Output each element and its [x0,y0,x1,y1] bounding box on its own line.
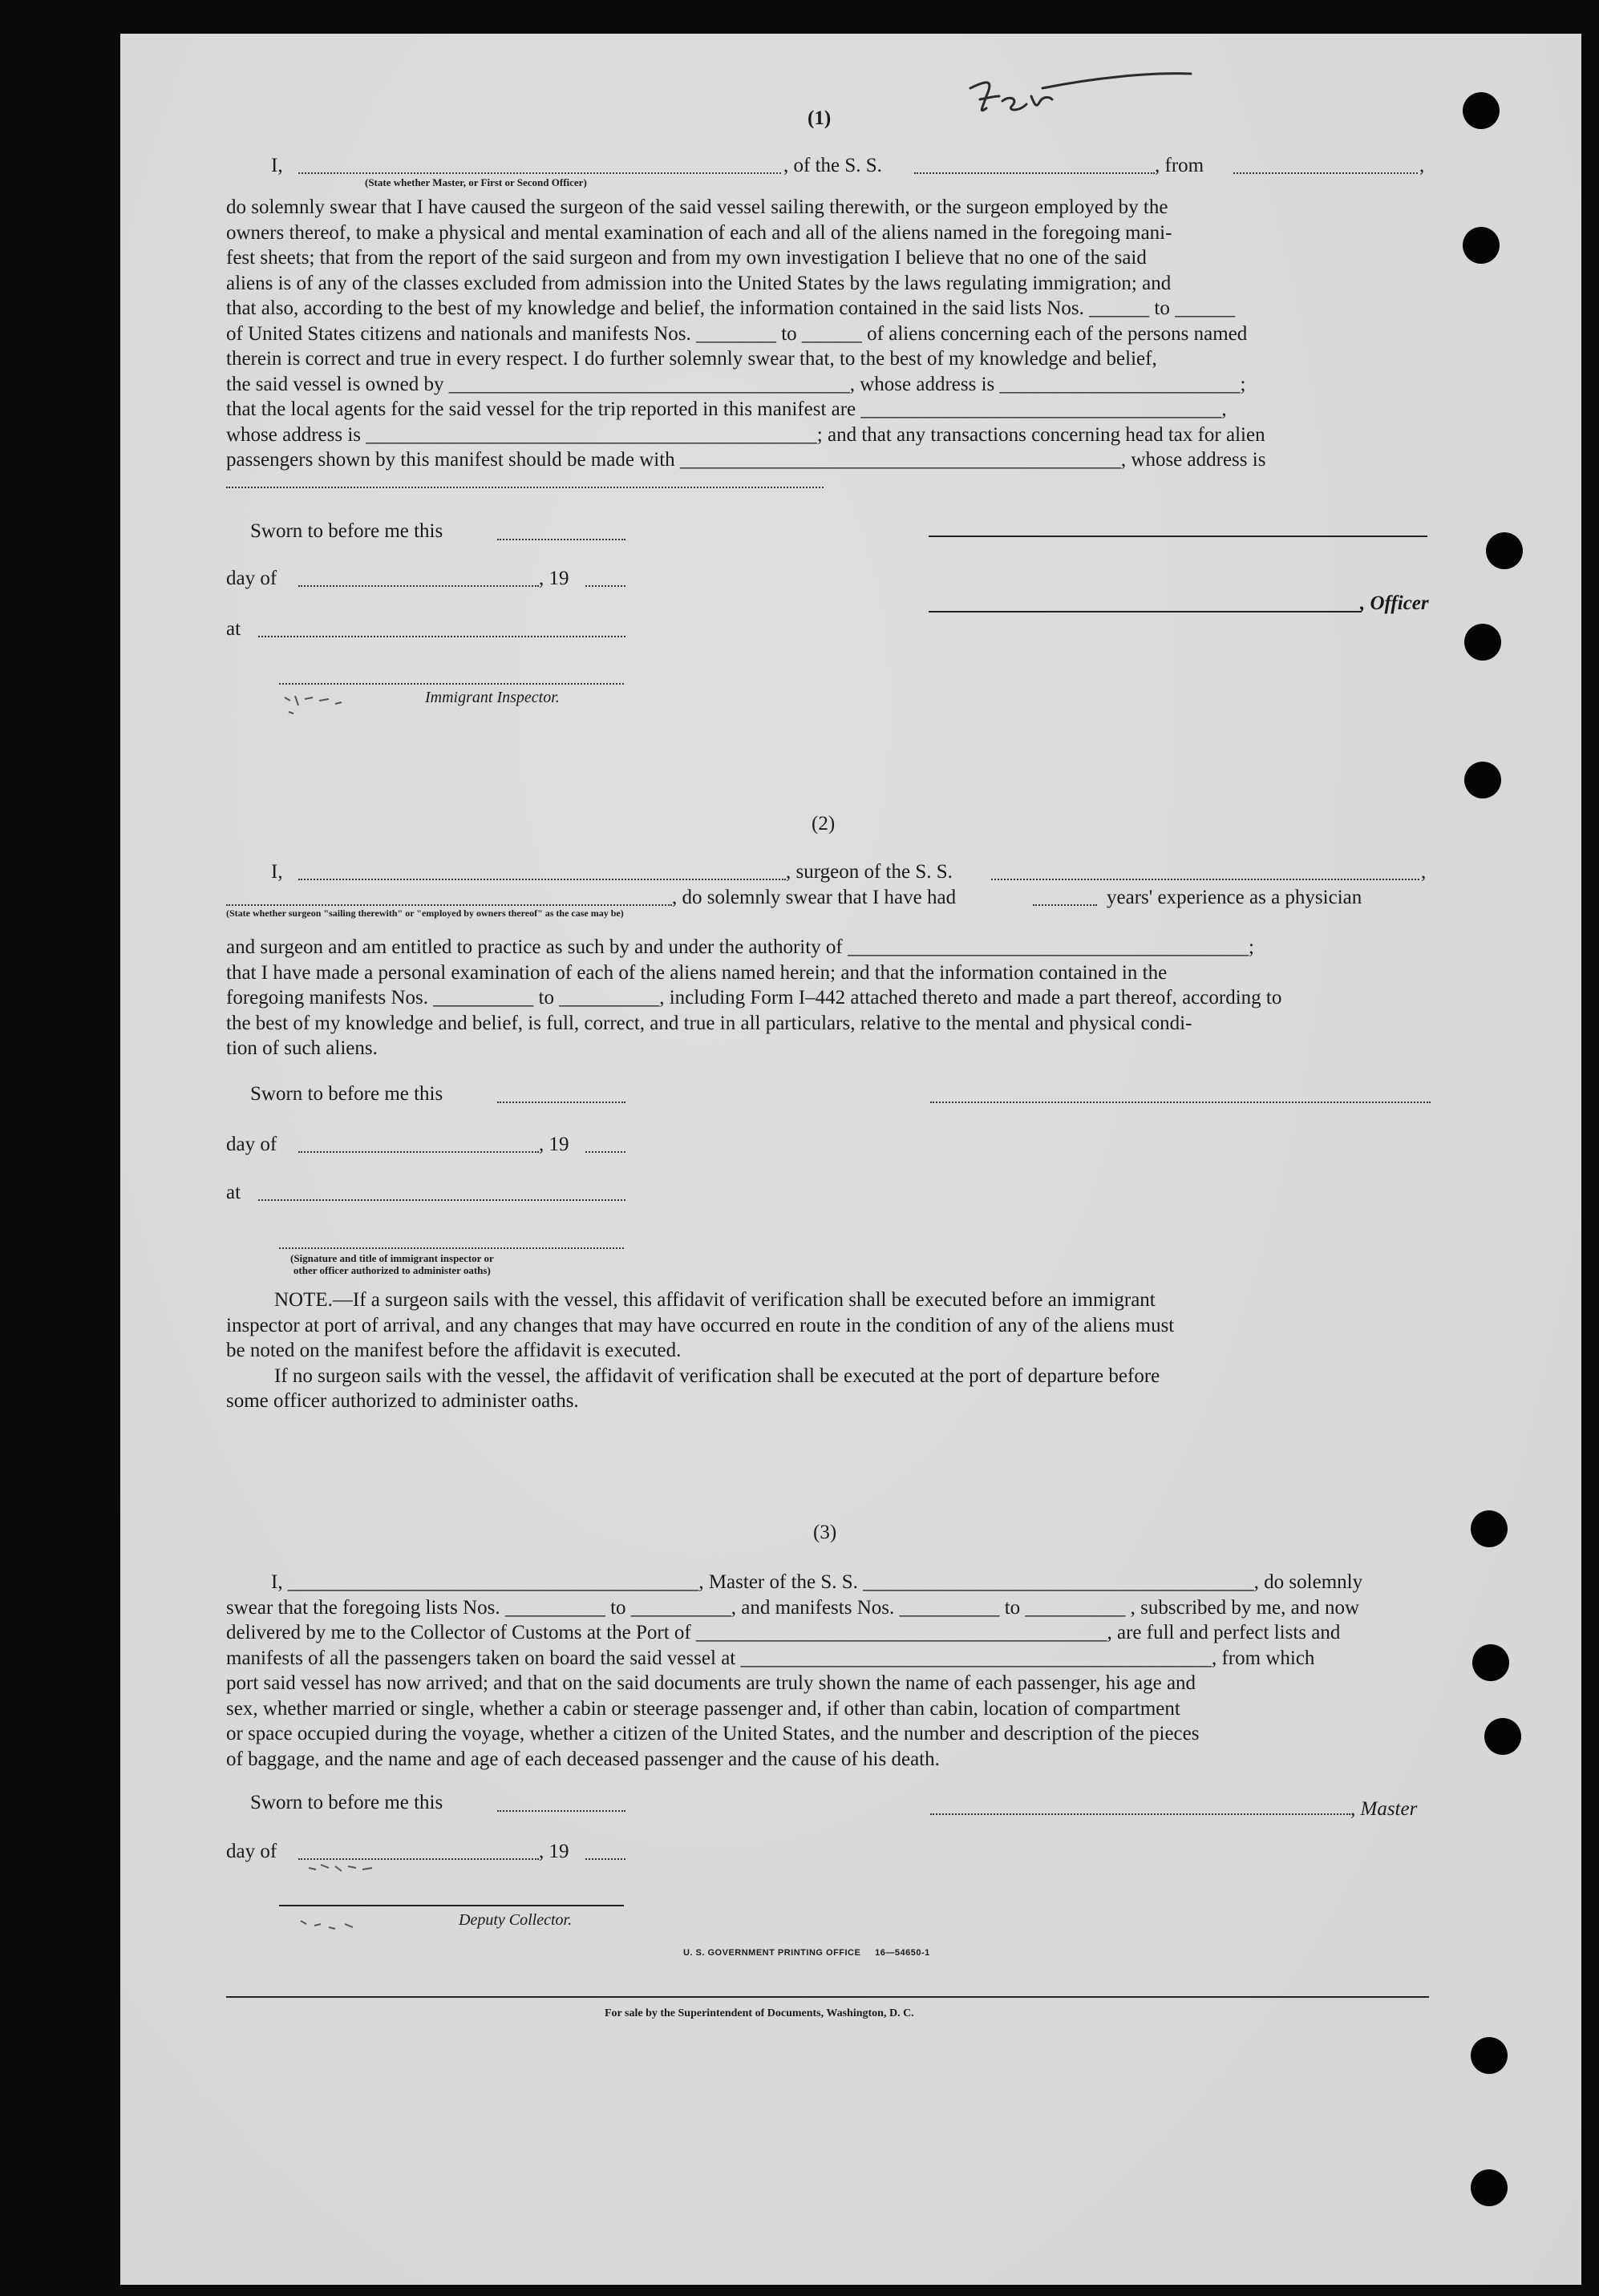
s3-collector-label: Deputy Collector. [459,1911,573,1929]
s1-officer-field[interactable] [298,172,781,174]
s2-note-line: If no surgeon sails with the vessel, the affidavit of verification shall be executed at the port of departure before [274,1364,1160,1387]
stamp-smudge [297,1914,377,1938]
s1-signature-line[interactable] [929,536,1427,537]
s1-from-label: , from [1155,155,1204,176]
s2-line: the best of my knowledge and belief, is full, correct, and true in all particulars, relative to the mental and physical condi- [226,1012,1192,1034]
s3-collector-signature-line[interactable] [279,1905,624,1906]
s3-line: sex, whether married or single, whether a cabin or steerage passenger and, if other than cabin, location of compartment [226,1697,1180,1720]
s1-line: of United States citizens and nationals and manifests Nos. ________ to ______ of aliens concerning each of the persons named [226,322,1248,345]
s2-note-line: inspector at port of arrival, and any changes that may have occurred en route in the condition of any of the aliens must [226,1314,1175,1336]
s2-years-label: years' experience as a physician [1107,887,1362,908]
s3-sworn-label: Sworn to before me this [250,1792,443,1813]
s3-master-label: , Master [1350,1798,1418,1820]
s3-line: or space occupied during the voyage, whether a citizen of the United States, and the number and description of the pieces [226,1723,1200,1744]
s1-i-label: I, [271,155,283,176]
s3-year-field[interactable] [585,1858,625,1860]
binder-hole [1471,2037,1508,2074]
s1-inspector-signature-field[interactable] [279,683,624,685]
s1-year-label: , 19 [539,568,569,589]
s1-from-field[interactable] [1233,172,1418,174]
s2-signature-note: (Signature and title of immigrant inspector or other officer authorized to administer oaths) [290,1252,494,1276]
s1-oath-text [226,195,1429,473]
s1-line: whose address is _____________________________________________; and that any transactions concerning head tax for alien [226,423,1265,446]
s1-sworn-field[interactable] [497,539,625,540]
s3-year-label: , 19 [539,1841,569,1862]
s2-line: and surgeon and am entitled to practice as such by and under the authority of ________________________________________; [226,936,1254,958]
s3-sworn-field[interactable] [497,1810,625,1812]
s1-comma: , [1419,155,1425,176]
s2-comma: , [1421,861,1427,883]
section-1-number: (1) [808,107,832,129]
s3-master-signature-field[interactable] [930,1813,1350,1815]
s1-line: that also, according to the best of my knowledge and belief, the information contained in the said lists Nos. ______ to ______ [226,297,1236,319]
s1-officer-note: (State whether Master, or First or Second Officer) [365,176,587,188]
s3-oath-text [226,1570,1429,1772]
s1-sworn-label: Sworn to before me this [250,520,443,542]
binder-hole [1471,2169,1508,2206]
s2-year-label: , 19 [539,1134,569,1155]
s2-note [226,1287,1429,1414]
s3-line: delivered by me to the Collector of Customs at the Port of _________________________________________, are full and perfect lists and [226,1622,1341,1643]
s1-officer-line[interactable] [929,611,1362,612]
s1-line: passengers shown by this manifest should be made with ____________________________________________, whose address is [226,449,1266,471]
s2-line: tion of such aliens. [226,1037,378,1059]
binder-hole [1471,1510,1508,1547]
s1-day-field[interactable] [298,585,539,587]
s2-day-of-label: day of [226,1134,277,1155]
s1-vessel-field[interactable] [914,172,1155,174]
s2-at-field[interactable] [258,1199,625,1201]
footer-rule [226,1996,1429,1998]
s3-line: of baggage, and the name and age of each deceased passenger and the cause of his death. [226,1748,940,1770]
binder-hole [1463,92,1500,129]
s3-line: I, _________________________________________, Master of the S. S. _______________________________________, do solemnly [271,1571,1363,1593]
s1-line: that the local agents for the said vessel for the trip reported in this manifest are ____________________________________, [226,398,1227,420]
s2-line: that I have made a personal examination of each of the aliens named herein; and that the information contained in the [226,961,1168,984]
s2-oath-text [226,935,1429,1061]
s3-line: port said vessel has now arrived; and that on the said documents are truly shown the name of each passenger, his age and [226,1672,1196,1694]
s2-sworn-field[interactable] [497,1102,625,1103]
s2-at-label: at [226,1182,241,1203]
s2-surgeon-field[interactable] [298,879,786,880]
s2-line: foregoing manifests Nos. __________ to __________, including Form I–442 attached thereto and made a part thereof, according to [226,987,1282,1009]
s1-at-label: at [226,618,241,640]
s2-note-line: some officer authorized to administer oaths. [226,1390,579,1412]
s1-day-of-label: day of [226,568,277,589]
s2-signature-inspector-field[interactable] [279,1247,624,1249]
s2-surgeon-note: (State whether surgeon "sailing therewith" or "employed by owners thereof" as the case may be) [226,907,624,919]
s2-year-field[interactable] [585,1151,625,1153]
s2-note-line: be noted on the manifest before the affidavit is executed. [226,1340,682,1361]
binder-hole [1484,1718,1521,1755]
s1-line: therein is correct and true in every respect. I do further solemnly swear that, to the best of my knowledge and belief, [226,348,1157,370]
s1-line: fest sheets; that from the report of the said surgeon and from my own investigation I believe that no one of the said [226,247,1147,269]
binder-hole [1486,532,1523,569]
s1-line: the said vessel is owned by ________________________________________, whose address is ________________________; [226,373,1246,395]
s1-inspector-label: Immigrant Inspector. [425,689,560,706]
s2-sworn-label: Sworn to before me this [250,1083,443,1105]
stamp-smudge [305,1860,393,1884]
stamp-smudge [281,689,353,722]
s3-line: manifests of all the passengers taken on board the said vessel at _______________________________________________, from which [226,1647,1315,1669]
s1-year-field[interactable] [585,585,625,587]
binder-hole [1464,624,1501,661]
s2-i-label: I, [271,861,283,883]
s2-years-field[interactable] [1033,904,1097,906]
s3-day-of-label: day of [226,1841,277,1862]
gpo-imprint: U. S. GOVERNMENT PRINTING OFFICE 16—54650-1 [683,1948,930,1958]
s2-swear-label: , do solemnly swear that I have had [672,887,957,908]
handwritten-signature [962,64,1203,128]
section-2-number: (2) [812,813,836,835]
s2-surgeon-of-label: , surgeon of the S. S. [786,861,953,883]
s1-line: aliens is of any of the classes excluded from admission into the United States by the laws regulating immigration; and [226,272,1172,294]
s1-line: do solemnly swear that I have caused the surgeon of the said vessel sailing therewith, or the surgeon employed by the [226,196,1168,218]
section-3-number: (3) [813,1522,837,1543]
s1-officer-label: , Officer [1360,592,1429,614]
s3-line: swear that the foregoing lists Nos. __________ to __________, and manifests Nos. __________ to __________ , subscribed by me, and now [226,1596,1360,1619]
s1-at-field[interactable] [258,636,625,637]
binder-hole [1472,1644,1509,1681]
s2-sailing-field[interactable] [226,904,672,906]
s1-line: owners thereof, to make a physical and mental examination of each and all of the aliens named in the foregoing mani- [226,221,1172,244]
s2-signature-field[interactable] [930,1102,1431,1103]
binder-hole [1464,762,1501,798]
s2-day-field[interactable] [298,1151,539,1153]
binder-hole [1463,227,1500,264]
s1-address-continuation-field[interactable] [226,487,824,488]
s2-vessel-field[interactable] [991,879,1419,880]
s2-note-line: NOTE.—If a surgeon sails with the vessel, this affidavit of verification shall be executed before an immigrant [274,1289,1156,1311]
s1-of-ss-label: , of the S. S. [783,155,882,176]
sale-notice: For sale by the Superintendent of Documents, Washington, D. C. [605,2007,914,2019]
